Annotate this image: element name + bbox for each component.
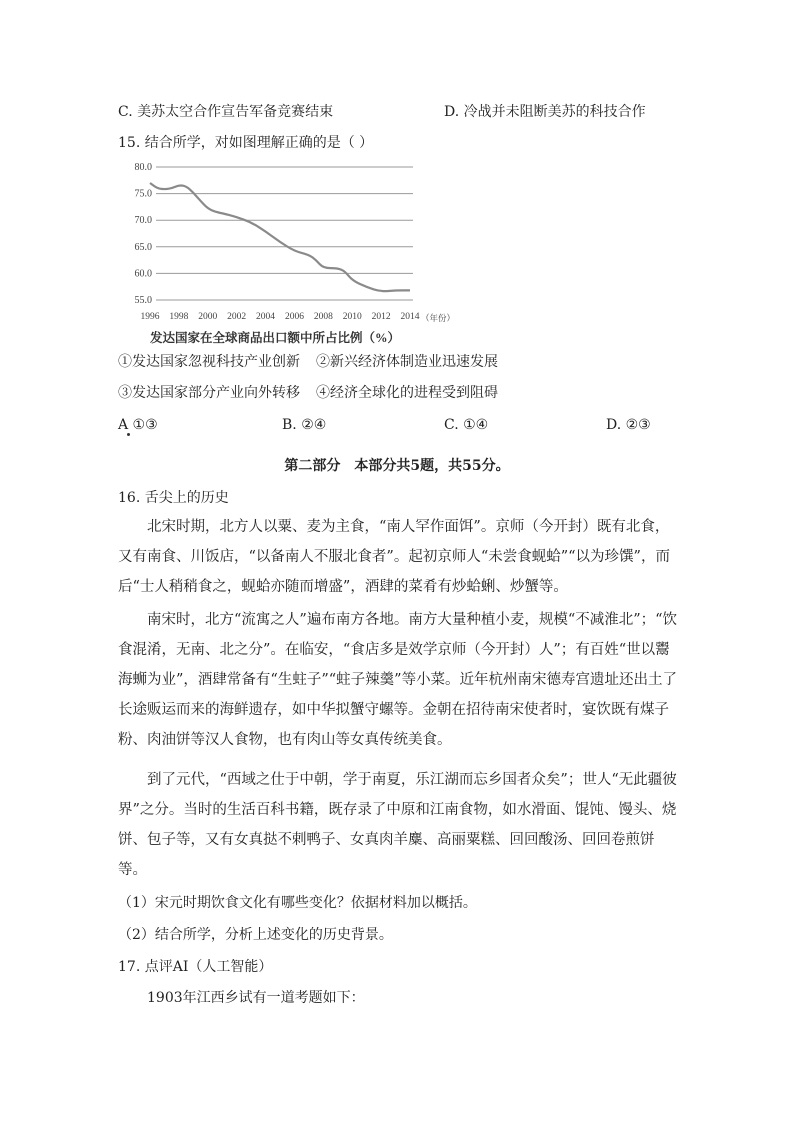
- chart-x-tick-label: 2010: [342, 312, 362, 322]
- q15-statement-2: ②新兴经济体制造业迅速发展: [316, 354, 498, 370]
- q16-paragraph-3: 到了元代，“西域之仕于中朝，学于南夏，乐江湖而忘乡国者众矣”；世人“无此疆彼界”之分。当时的生活百科书籍，既存录了中原和江南食物，如水滑面、馄饨、馒头、烧饼、包子等，又有女真挞不剌鸭子、女真肉羊麋、高丽粟糕、回回酸汤、回回卷煎饼等。: [118, 772, 677, 878]
- q15-statement-4: ④经济全球化的进程受到阻碍: [316, 385, 498, 401]
- chart-y-tick-labels: [135, 162, 153, 306]
- chart-x-tick-label: 2008: [313, 312, 333, 322]
- chart-y-tick-label: 65.0: [134, 241, 152, 253]
- chart-gridlines: [156, 167, 413, 300]
- chart-y-tick-label: 55.0: [134, 295, 152, 306]
- q15-stem: 15. 结合所学，对如图理解正确的是（ ）: [118, 135, 374, 151]
- q16-title: 16. 舌尖上的历史: [118, 490, 229, 506]
- q14-option-c: C. 美苏太空合作宣告军备竞赛结束: [118, 104, 334, 120]
- chart-y-tick-label: 70.0: [134, 215, 152, 227]
- q15-option-c: C. ①④: [444, 417, 489, 433]
- stray-dot-mark: [127, 433, 130, 436]
- chart-x-tick-label: 2006: [284, 312, 304, 322]
- q15-option-b: B. ②④: [282, 417, 327, 433]
- chart-x-unit-label: （年份）: [421, 313, 456, 323]
- q16-subquestion-2: （2）结合所学，分析上述变化的历史背景。: [118, 927, 393, 943]
- q16-subquestion-1: （1）宋元时期饮食文化有哪些变化？依据材料加以概括。: [118, 895, 477, 911]
- chart-x-tick-label: 1998: [169, 312, 189, 322]
- chart-x-tick-label: 2002: [227, 312, 247, 322]
- q15-statement-1: ①发达国家忽视科技产业创新: [118, 354, 300, 370]
- chart-caption: 发达国家在全球商品出口额中所占比例（%）: [150, 331, 401, 345]
- chart-x-tick-label: 2014: [400, 312, 420, 322]
- chart-x-tick-label: 2004: [256, 312, 276, 322]
- q15-statement-3: ③发达国家部分产业向外转移: [118, 385, 300, 401]
- chart-series-line: [150, 183, 410, 291]
- q15-option-a: A ①③: [118, 417, 158, 433]
- chart-x-tick-label: 2000: [198, 312, 218, 322]
- chart-x-tick-label: 2012: [371, 312, 391, 322]
- chart-y-tick-label: 80.0: [134, 162, 152, 173]
- chart-y-tick-label: 60.0: [134, 268, 152, 280]
- q16-paragraph-1: 北宋时期，北方人以粟、麦为主食，“南人罕作面饵”。京师（今开封）既有北食，又有南食、川饭店，“以备南人不服北食者”。起初京师人“未尝食蚬蛤”“以为珍馔”，而后“士人稍稍食之，蚬蛤亦随而增盛”，酒肆的菜肴有炒蛤蜊、炒蟹等。: [118, 519, 670, 595]
- chart-x-tick-label: 1996: [140, 312, 160, 322]
- q15-line-chart: [118, 155, 463, 345]
- q15-option-d: D. ②③: [606, 417, 651, 433]
- q17-title: 17. 点评AI（人工智能）: [118, 959, 273, 975]
- chart-y-tick-label: 75.0: [134, 188, 152, 200]
- q14-option-d: D. 冷战并未阻断美苏的科技合作: [444, 104, 646, 120]
- chart-x-tick-labels: [141, 312, 420, 322]
- q16-paragraph-2: 南宋时，北方“流寓之人”遍布南方各地。南方大量种植小麦，规模“不减淮北”；“饮食混淆，无南、北之分”。在临安，“食店多是效学京师（今开封）人”；有百姓“世以鬻海蛳为业”，酒肆常备有“生蛀子”“蛀子辣羹”等小菜。近年杭州南宋德寿宫遗址还出土了长途贩运而来的海鲜遗存，如中华拟蟹守螺等。金朝在招待南宋使者时，宴饮既有煤子粉、肉油饼等汉人食物，也有肉山等女真传统美食。: [118, 612, 678, 748]
- q17-intro: 1903年江西乡试有一道考题如下：: [147, 990, 365, 1006]
- part2-heading: 第二部分 本部分共5题，共55分。: [284, 458, 510, 474]
